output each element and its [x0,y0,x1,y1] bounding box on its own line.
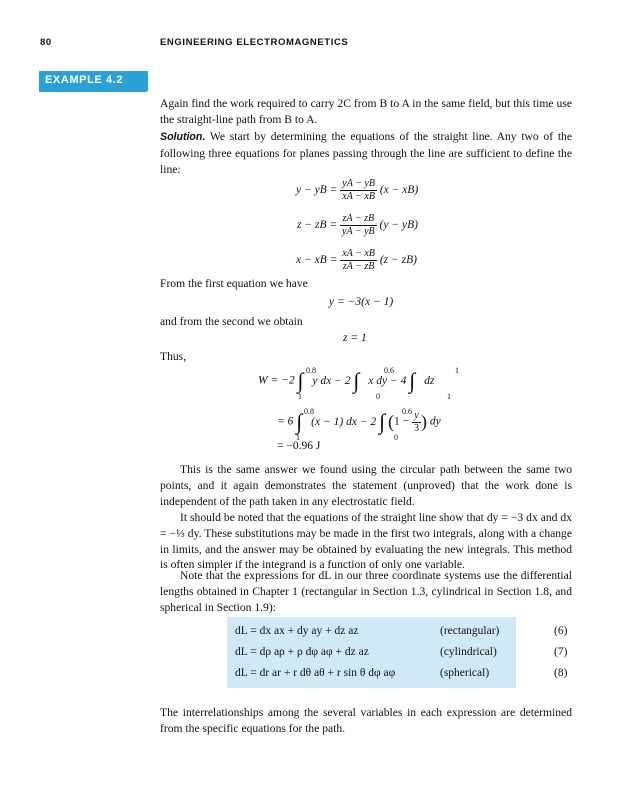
from-first-text: From the first equation we have [160,277,308,290]
limit-lower: 1 [447,392,451,401]
running-title: ENGINEERING ELECTROMAGNETICS [160,37,349,48]
example-rule [39,90,147,92]
limit-lower: 1 [298,392,302,401]
thus-text: Thus, [160,350,187,363]
work-result: = −0.96 J [277,440,321,452]
integral-sign: ∫ [296,409,303,434]
dl-rectangular-label: (rectangular) [440,625,500,637]
paragraph-straight-line-note: It should be noted that the equations of the straight line show that dy = −3 dx and dx = −⅓ dy. These substitutions may be made in the first two integrals, along with a change in limits, and the answer may be obtained by evaluating the new integrals. This method is often simpler if the integrand is a function of only one variable. [160,511,572,572]
equation-z: z = 1 [343,332,367,344]
dl-cylindrical-expr: dL = dρ aρ + ρ dφ aφ + dz az [235,646,369,658]
limit-upper: 1 [455,366,459,375]
dl-cylindrical-label: (cylindrical) [440,646,497,658]
paragraph-same-answer: This is the same answer we found using the circular path between the same two points, and it again demonstrates the statement (unproved) that the work done is independent of the path taken in any electrostatic field. [160,463,572,508]
solution-text: We start by determining the equations of the straight line. Any two of the following three equations for planes passing through the line are sufficient to define the line: [160,130,572,176]
limit-upper: 0.6 [384,366,394,375]
integral-sign: ∫ [409,368,416,393]
from-second-text: and from the second we obtain [160,315,303,328]
integral-sign: ∫ [297,368,304,393]
line-equation-3: x − xB = $\frac{xA - xB}{zA - zB}$ (z − zB) [296,248,417,272]
example-label: EXAMPLE 4.2 [39,71,146,90]
work-line-2: = 6 ∫ (x − 1) dx − 2 ∫ (1 − $\frac{y}{3}$ ) dy [277,409,441,434]
line-equation-1: y − yB = $\frac{yA - yB}{xA - xB}$ (x − xB) [296,178,419,202]
limit-upper: 0.6 [402,407,412,416]
limit-upper: 0.8 [306,366,316,375]
equation-number-6: (6) [554,625,568,637]
page-number: 80 [40,37,52,48]
equation-y: y = −3(x − 1) [329,296,394,308]
limit-lower: 0 [376,392,380,401]
limit-lower: 1 [296,433,300,442]
dl-rectangular-expr: dL = dx ax + dy ay + dz az [235,625,359,637]
line-equation-2: z − zB = $\frac{zA - zB}{yA - yB}$ (y − yB) [297,213,418,237]
dl-spherical-label: (spherical) [440,667,490,679]
solution-heading: Solution. [160,131,206,143]
intro-paragraph: Again find the work required to carry 2C from B to A in the same field, but this time use the straight-line path from B to A. [160,97,572,126]
equation-number-8: (8) [554,667,568,679]
limit-upper: 0.8 [304,407,314,416]
integral-sign: ∫ [353,368,360,393]
closing-paragraph: The interrelationships among the several variables in each expression are determined from the specific equations for the path. [160,706,572,735]
limit-lower: 0 [394,433,398,442]
integral-sign: ∫ [379,409,386,434]
work-line-1: W = −2 ∫ y dx − 2 ∫ x dy − 4 ∫ dz [258,368,435,393]
dl-spherical-expr: dL = dr ar + r dθ aθ + r sin θ dφ aφ [235,667,396,679]
paragraph-differential-lengths: Note that the expressions for dL in our three coordinate systems use the differential lengths obtained in Chapter 1 (rectangular in Section 1.3, cylindrical in Section 1.8, and spherical in Section 1.9): [160,569,572,614]
example-rule-stub [146,71,148,91]
equation-number-7: (7) [554,646,568,658]
solution-paragraph [160,129,572,177]
